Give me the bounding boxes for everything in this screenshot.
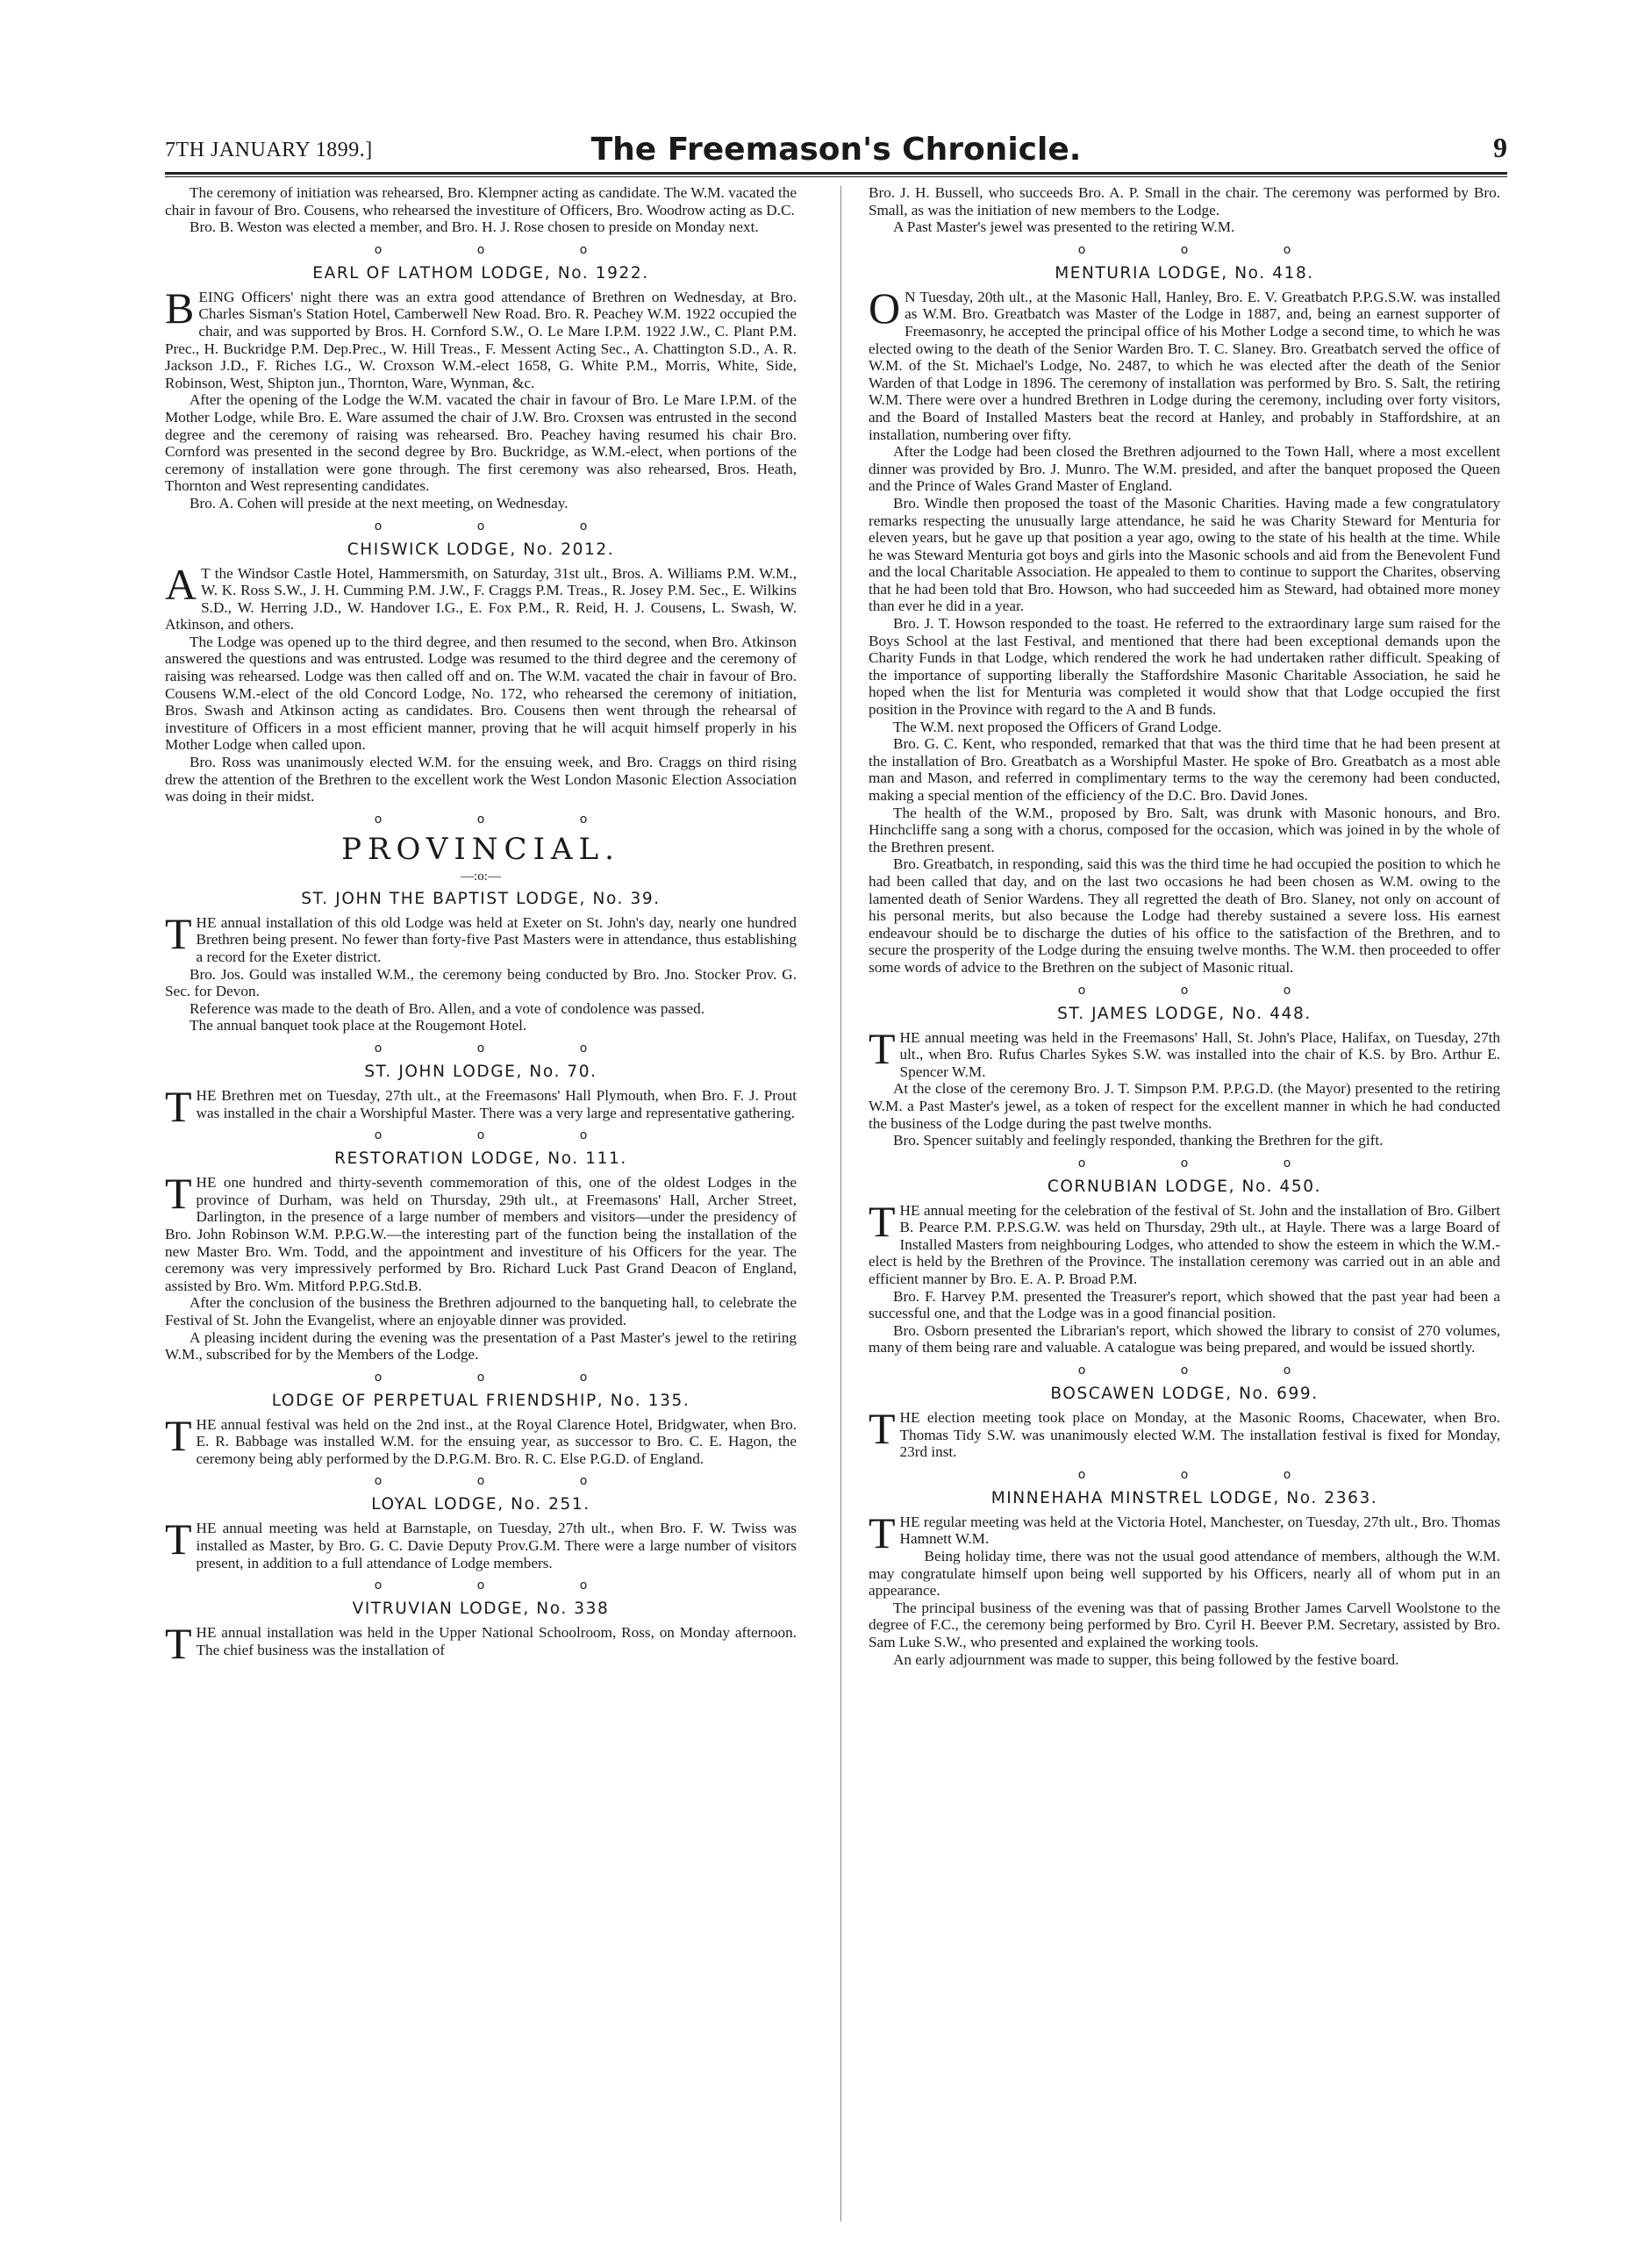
article-paragraph: A Past Master's jewel was presented to the retiring W.M. <box>893 218 1235 236</box>
article-paragraph: Bro. Spencer suitably and feelingly responded, thanking the Brethren for the gift. <box>893 1132 1384 1149</box>
article-paragraph: Bro. B. Weston was elected a member, and Bro. H. J. Rose chosen to preside on Monday next. <box>190 218 759 236</box>
section-separator: o o o <box>1077 983 1337 998</box>
left-column <box>165 184 797 1669</box>
section-separator: o o o <box>374 1041 633 1056</box>
article-paragraph: O N Tuesday, 20th ult., at the Masonic Hall, Hanley, Bro. E. V. Greatbatch P.P.G.S.W. was installed as W.M. Bro. Greatbatch was Master of the Lodge in 1887, and, being an earnest supporter of Freemasonry, he accepted the principal office of his Mother Lodge a second time, to which he was elected owing to the death of the Senior Warden Bro. T. C. Slaney. Bro. Greatbatch served the office of W.M. of the St. Michael's Lodge, No. 2487, to which he was elected after the death of the Senior Warden of that Lodge in 1896. The ceremony of installation was performed by Bro. S. Salt, the retiring W.M. There were over a hundred Brethren in Lodge during the ceremony, including over forty visitors, and the Board of Installed Masters beat the record at Hanley, and probably in Staffordshire, at an installation, numbering over fifty. <box>869 283 1500 443</box>
lodge-heading: RESTORATION LODGE, No. 111. <box>334 1149 627 1169</box>
drop-cap: T <box>165 1169 192 1219</box>
page-header <box>165 132 1507 170</box>
drop-cap: A <box>165 559 197 609</box>
article-paragraph: At the close of the ceremony Bro. J. T. Simpson P.M. P.P.G.D. (the Mayor) presented to the retiring W.M. a Past Master's jewel, as a token of respect for the excellent manner in which he had conducted the business of the Lodge during the past twelve months. <box>869 1080 1500 1132</box>
article-paragraph: THE annual meeting was held in the Freemasons' Hall, St. John's Place, Halifax, on Tuesday, 27th ult., when Bro. Rufus Charles Sykes S.W. was installed into the chair of K.S. by Bro. Arthur E. Spencer W.M. <box>869 1023 1500 1080</box>
masthead-title: The Freemason's Chronicle. <box>590 132 1082 168</box>
article-paragraph: An early adjournment was made to supper, this being followed by the festive board. <box>893 1650 1399 1668</box>
article-paragraph: THE annual installation was held in the Upper National Schoolroom, Ross, on Monday afternoon. The chief business was the installation of <box>165 1619 797 1669</box>
article-paragraph: After the Lodge had been closed the Brethren adjourned to the Town Hall, where a most excellent dinner was provided by Bro. J. Munro. The W.M. presided, and after the banquet proposed the Queen and the Prince of Wales Grand Master of England. <box>869 443 1500 495</box>
article-paragraph: The principal business of the evening was that of passing Brother James Carvell Woolstone to the degree of F.C., the ceremony being performed by Bro. Cyril H. Beever P.M. Secretary, assisted by Bro. Sam Luke S.W., who presented and explained the working tools. <box>869 1599 1500 1650</box>
article-paragraph: THE annual festival was held on the 2nd inst., at the Royal Clarence Hotel, Bridgwater, when Bro. E. R. Babbage was installed W.M. for the ensuing year, as successor to Bro. C. E. Hagon, the ceremony being ably performed by the D.P.G.M. Bro. R. C. Else P.G.D. of England. <box>165 1410 797 1467</box>
drop-cap: T <box>165 1619 192 1669</box>
drop-cap: T <box>869 1196 896 1246</box>
drop-cap: T <box>165 1514 192 1564</box>
article-paragraph: BEING Officers' night there was an extra good attendance of Brethren on Wednesday, at Bro. Charles Sisman's Station Hotel, Camberwell New Road. Bro. R. Peachey W.M. 1922 occupied the chair, and was supported by Bros. H. Cornford S.W., O. Le Mare I.P.M. 1922 J.W., C. Plant P.M. Prec., H. Buckridge P.M. Dep.Prec., W. Hill Treas., F. Messent Acting Sec., A. Chattington S.D., A. R. Jackson J.D., F. Riches I.G., W. Croxson W.M.-elect 1658, G. White P.M., Morris, White, Side, Robinson, West, Shipton jun., Thornton, Ware, Wynman, &c. <box>165 283 797 391</box>
article-paragraph: Bro. J. H. Bussell, who succeeds Bro. A. P. Small in the chair. The ceremony was performed by Bro. Small, as was the initiation of new members to the Lodge. <box>869 184 1500 218</box>
article-paragraph: THE annual meeting was held at Barnstaple, on Tuesday, 27th ult., when Bro. F. W. Twiss was installed as Master, by Bro. G. C. Davie Deputy Prov.G.M. There were a large number of visitors present, in addition to a full attendance of Lodge members. <box>165 1514 797 1571</box>
article-paragraph: THE one hundred and thirty-seventh commemoration of this, one of the oldest Lodges in the province of Durham, was held on Thursday, 29th ult., at Freemasons' Hall, Archer Street, Darlington, in the presence of a large number of members and visitors—under the presidency of Bro. John Robinson W.M. P.P.G.W.—the interesting part of the function being the installation of the new Master Bro. Wm. Todd, and the appointment and investiture of his Officers for the year. The ceremony was very impressively performed by Bro. Richard Luck Past Grand Deacon of England, assisted by Bro. Wm. Mitford P.P.G.Std.B. <box>165 1169 797 1294</box>
lodge-heading: MINNEHAHA MINSTREL LODGE, No. 2363. <box>990 1488 1378 1507</box>
article-paragraph: The Lodge was opened up to the third degree, and then resumed to the second, when Bro. Atkinson answered the questions and was entrusted. Lodge was resumed to the third degree and the ceremony of raising was rehearsed. Lodge was then called off and on. The W.M. vacated the chair in favour of Bro. Cousens W.M.-elect of the old Concord Lodge, No. 172, who rehearsed the ceremony of initiation, Bros. Swash and Atkinson acting as candidates. Bro. Cousens then went through the rehearsal of investiture of Officers in a most efficient manner, proving that he will acquit himself properly in his Mother Lodge when called upon. <box>165 633 797 754</box>
lodge-heading: MENTURIA LODGE, No. 418. <box>1055 263 1314 283</box>
article-paragraph: Bro. Greatbatch, in responding, said this was the third time he had occupied the position to which he had been called that day, and on the last two occasions he had been chosen as W.M. owing to the lamented death of Senior Wardens. They all regretted the death of Bro. Slaney, not only on account of his personal merits, but also because the Lodge had thereby sustained a severe loss. His earnest endeavour should be to discharge the duties of his office to the satisfaction of the Brethren, and to secure the prosperity of the Lodge during the ensuing twelve months. The W.M. then proceeded to offer some words of advice to the Brethren on the subject of Masonic ritual. <box>869 855 1500 976</box>
issue-date: 7TH JANUARY 1899.] <box>165 139 373 161</box>
article-paragraph: THE Brethren met on Tuesday, 27th ult., at the Freemasons' Hall Plymouth, when Bro. F. J. Prout was installed in the chair a Worshipful Master. There was a very large and representative gathering. <box>165 1081 797 1131</box>
column-divider <box>840 186 841 2222</box>
article-paragraph: Reference was made to the death of Bro. Allen, and a vote of condolence was passed. <box>190 999 705 1017</box>
article-paragraph: Bro. Windle then proposed the toast of the Masonic Charities. Having made a few congratulatory remarks respecting the unusually large attendance, he said he was Charity Steward for Menturia for eleven years, but he gave up that position a year ago, owing to the state of his health at the time. While he was Steward Menturia got boys and girls into the Masonic schools and aid from the Benevolent Fund and the local Charitable Association. He appealed to them to continue to support the Charites, observing that he had been told that Bro. Howson, who had succeeded him as Steward, had obtained more money than ever he did in a year. <box>869 494 1500 615</box>
article-paragraph: A pleasing incident during the evening was the presentation of a Past Master's jewel to the retiring W.M., subscribed for by the Members of the Lodge. <box>165 1328 797 1364</box>
header-rule-thin <box>165 176 1507 177</box>
drop-cap: T <box>165 1410 192 1460</box>
drop-cap: T <box>165 908 192 958</box>
section-separator: o o o <box>374 519 633 533</box>
section-separator: o o o <box>374 242 633 257</box>
page-number: 9 <box>1493 132 1507 163</box>
article-paragraph: Being holiday time, there was not the usual good attendance of members, although the W.M. may congratulate himself upon being well supported by his Officers, nearly all of whom put in an appearance. <box>869 1548 1500 1600</box>
drop-cap: T <box>165 1081 192 1131</box>
article-paragraph: Bro. Ross was unanimously elected W.M. for the ensuing week, and Bro. Craggs on third rising drew the attention of the Brethren to the excellent work the West London Masonic Election Association was doing in their midst. <box>165 754 797 805</box>
lodge-heading: ST. JAMES LODGE, No. 448. <box>1057 1004 1312 1023</box>
lodge-heading: LODGE OF PERPETUAL FRIENDSHIP, No. 135. <box>271 1391 690 1410</box>
section-separator: o o o <box>374 1370 633 1385</box>
article-paragraph: THE election meeting took place on Monday, at the Masonic Rooms, Chacewater, when Bro. Thomas Tidy S.W. was unanimously elected W.M. The installation festival is fixed for Monday, 23rd inst. <box>869 1404 1500 1461</box>
drop-cap: T <box>869 1023 896 1073</box>
article-paragraph: The annual banquet took place at the Rougemont Hotel. <box>190 1017 527 1034</box>
article-paragraph: After the opening of the Lodge the W.M. vacated the chair in favour of Bro. Le Mare I.P.M. of the Mother Lodge, while Bro. E. Ware assumed the chair of J.W. Bro. Croxsen was entrusted in the second degree and the ceremony of raising was rehearsed. Bro. Peachey having resumed his chair Bro. Cornford was presented in the second degree by Bro. Buckridge, as W.M.-elect, when portions of the ceremony of installation were gone through. The first ceremony was also rehearsed, Bros. Heath, Thornton and West representing candidates. <box>165 391 797 495</box>
section-separator: o o o <box>374 1474 633 1489</box>
header-rule <box>165 172 1507 175</box>
drop-cap: T <box>869 1404 896 1454</box>
section-separator: o o o <box>374 1128 633 1143</box>
lodge-heading: EARL OF LATHOM LODGE, No. 1922. <box>312 263 649 283</box>
article-paragraph: THE annual installation of this old Lodge was held at Exeter on St. John's day, nearly one hundred Brethren being present. No fewer than forty-five Past Masters were in attendance, thus establishing a record for the Exeter district. <box>165 908 797 965</box>
drop-cap: T <box>869 1507 896 1557</box>
article-paragraph: A T the Windsor Castle Hotel, Hammersmith, on Saturday, 31st ult., Bros. A. Williams P.M. W.M., W. K. Ross S.W., J. H. Cumming P.M. J.W., F. Craggs P.M. Treas., R. Josey P.M. Sec., E. Wilkins S.D., W. Herring J.D., W. Handover I.G., E. Fox P.M., R. Reid, H. J. Cousens, L. Swash, W. Atkinson, and others. <box>165 559 797 634</box>
lodge-heading: CHISWICK LODGE, No. 2012. <box>347 540 615 559</box>
section-separator: o o o <box>374 812 633 827</box>
article-paragraph: Bro. Jos. Gould was installed W.M., the ceremony being conducted by Bro. Jno. Stocker Prov. G. Sec. for Devon. <box>165 965 797 1000</box>
section-separator: o o o <box>1077 1467 1337 1482</box>
drop-cap: O <box>869 283 901 333</box>
lodge-heading: CORNUBIAN LODGE, No. 450. <box>1047 1177 1322 1196</box>
drop-cap: B <box>165 283 195 333</box>
article-paragraph: After the conclusion of the business the Brethren adjourned to the banqueting hall, to celebrate the Festival of St. John the Evangelist, where an enjoyable dinner was provided. <box>165 1294 797 1328</box>
section-separator: o o o <box>1077 242 1337 257</box>
article-paragraph: The health of the W.M., proposed by Bro. Salt, was drunk with Masonic honours, and Bro. Hinchcliffe sang a song with a chorus, composed for the occasion, which was joined in by the whole of the Brethren present. <box>869 804 1500 855</box>
article-paragraph: THE regular meeting was held at the Victoria Hotel, Manchester, on Tuesday, 27th ult., Bro. Thomas Hamnett W.M. <box>869 1507 1500 1557</box>
article-paragraph: Bro. A. Cohen will preside at the next meeting, on Wednesday. <box>190 494 569 512</box>
right-column <box>869 184 1500 1668</box>
article-paragraph: Bro. Osborn presented the Librarian's report, which showed the library to consist of 270 volumes, many of them being rare and valuable. A catalogue was being prepared, and would be issued shortly. <box>869 1321 1500 1356</box>
article-paragraph: Bro. J. T. Howson responded to the toast. He referred to the extraordinary large sum raised for the Boys School at the last Festival, and mentioned that there had been exceptional demands upon the Charity Funds in that Lodge, which rendered the work he had undertaken rather difficult. Speaking of the importance of supporting liberally the Staffordshire Masonic Charitable Association, he said he hoped when the list for Menturia was completed it would show that that Lodge occupied the first position in the Province with regard to the A and B funds. <box>869 615 1500 719</box>
article-paragraph: The W.M. next proposed the Officers of Grand Lodge. <box>893 718 1222 735</box>
lodge-heading: BOSCAWEN LODGE, No. 699. <box>1050 1385 1319 1404</box>
section-ornament: —:o:— <box>461 869 501 884</box>
article-paragraph: THE annual meeting for the celebration of the festival of St. John and the installation of Bro. Gilbert B. Pearce P.M. P.P.S.G.W. was held on Thursday, 29th ult., at Hayle. There was a large Board of Installed Masters from neighbouring Lodges, who attended to show the esteem in which the W.M.-elect is held by the Brethren of the Province. The installation ceremony was carried out in an able and efficient manner by Bro. E. A. P. Broad P.M. <box>869 1196 1500 1288</box>
section-separator: o o o <box>1077 1364 1337 1378</box>
article-paragraph: Bro. G. C. Kent, who responded, remarked that that was the third time that he had been present at the installation of Bro. Greatbatch as a Worshipful Master. He spoke of Bro. Greatbatch as a most able man and Mason, and referred in complimentary terms to the way the ceremony had been conducted, making a special mention of the efficiency of the D.C. Bro. David Jones. <box>869 735 1500 804</box>
lodge-heading: VITRUVIAN LODGE, No. 338 <box>352 1600 610 1619</box>
article-paragraph: The ceremony of initiation was rehearsed, Bro. Klempner acting as candidate. The W.M. vacated the chair in favour of Bro. Cousens, who rehearsed the investiture of Officers, Bro. Woodrow acting as D.C. <box>165 184 797 218</box>
article-paragraph: Bro. F. Harvey P.M. presented the Treasurer's report, which showed that the past year had been a successful one, and that the Lodge was in a good financial position. <box>869 1287 1500 1322</box>
section-title: PROVINCIAL. <box>341 831 620 867</box>
lodge-heading: LOYAL LODGE, No. 251. <box>371 1495 590 1514</box>
lodge-heading: ST. JOHN LODGE, No. 70. <box>364 1062 597 1081</box>
section-separator: o o o <box>1077 1156 1337 1170</box>
section-separator: o o o <box>374 1578 633 1593</box>
lodge-heading: ST. JOHN THE BAPTIST LODGE, No. 39. <box>301 889 661 908</box>
